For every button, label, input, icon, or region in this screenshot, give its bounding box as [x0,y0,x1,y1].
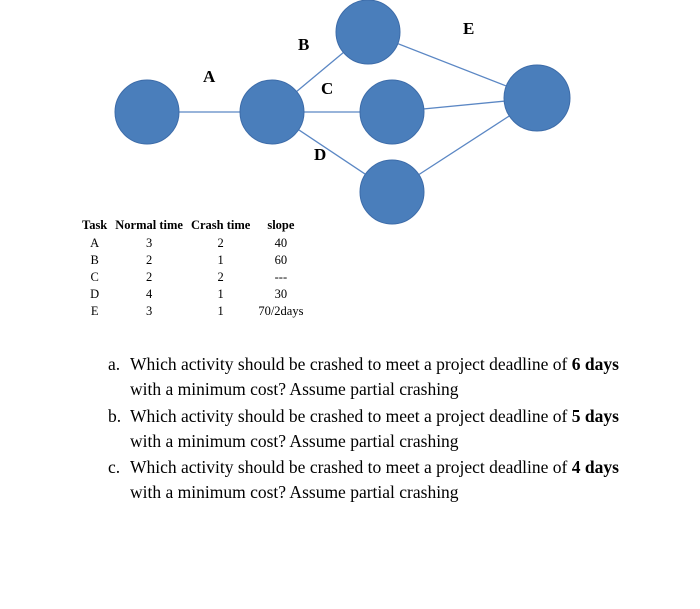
table-row [78,286,307,303]
project-network-diagram [0,0,700,225]
table-row [78,269,307,286]
column-header-slope: slope [267,218,295,232]
question-text-after: with a minimum cost? Assume partial crashing [130,378,459,399]
question-text-before: Which activity should be crashed to meet a project deadline of [130,354,572,374]
network-edges [147,32,537,192]
node-4 [360,80,424,144]
question-marker: c. [108,457,121,478]
question-text-after: with a minimum cost? Assume partial crashing [130,482,459,503]
cell-slope: --- [274,270,288,284]
column-header-crash-time: Crash time [190,218,251,232]
cell-crash-time: 1 [217,304,224,318]
node-3 [336,0,400,64]
cell-crash-time: 1 [217,287,224,301]
table-header-row [78,218,307,235]
edge-label-c: C [321,79,334,98]
edge-label-b: B [298,35,310,54]
table-row [78,252,307,269]
cell-crash-time: 2 [217,236,224,250]
question-deadline: 6 days [571,354,619,374]
question-marker: a. [108,354,121,374]
edge-label-e: E [463,19,475,38]
cell-normal-time: 2 [145,270,153,284]
cell-normal-time: 2 [145,253,153,267]
table-body [78,235,307,320]
cell-task: E [90,304,99,318]
cell-task: D [90,287,100,301]
question-deadline: 5 days [571,405,619,426]
list-item [108,352,638,402]
table-row [78,303,307,320]
cell-crash-time: 2 [217,270,224,284]
question-deadline: 4 days [571,457,619,478]
node-5 [360,160,424,224]
table-row [78,235,307,252]
column-header-normal-time: Normal time [115,218,183,232]
cell-task: A [90,236,100,250]
question-marker: b. [108,405,122,426]
cell-task: C [90,270,99,284]
question-text-before: Which activity should be crashed to meet a project deadline of [130,457,572,478]
cell-normal-time: 4 [145,287,153,301]
question-text [130,404,638,454]
edge-label-a: A [203,67,216,86]
node-start [115,80,179,144]
question-text [130,352,638,402]
table-header [78,218,307,235]
cell-slope: 70/2days [258,304,304,318]
question-text [130,455,638,505]
cell-normal-time: 3 [145,304,153,318]
question-text-before: Which activity should be crashed to meet a project deadline of [130,405,572,426]
cell-slope: 30 [274,287,288,301]
node-end [504,65,570,131]
cell-slope: 40 [274,236,288,250]
network-svg [0,0,700,225]
cell-task: B [90,253,99,267]
cell-crash-time: 1 [217,253,224,267]
question-text-after: with a minimum cost? Assume partial crashing [130,430,459,451]
cell-slope: 60 [274,253,288,267]
node-2 [240,80,304,144]
list-item [108,455,638,505]
edge-label-d: D [314,145,327,164]
column-header-task: Task [82,218,108,232]
list-item [108,404,638,454]
cell-normal-time: 3 [145,236,153,250]
crash-data-table [78,218,307,320]
question-list [108,352,638,507]
